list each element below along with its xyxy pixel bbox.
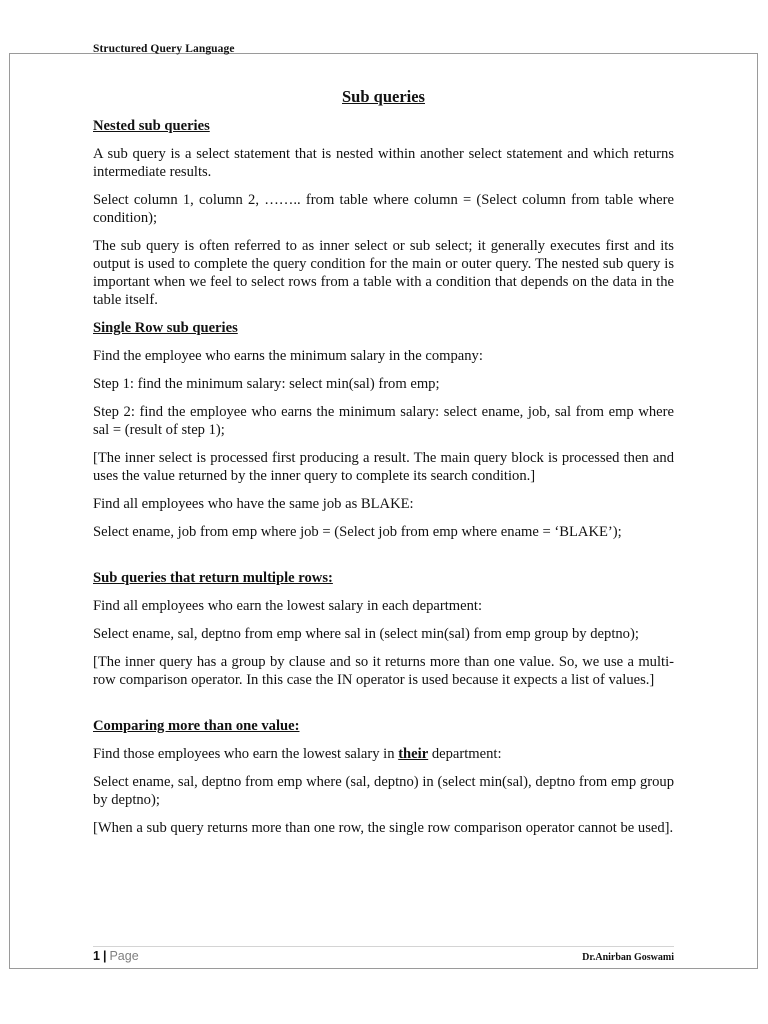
paragraph: Step 1: find the minimum salary: select min(sal) from emp; <box>93 376 440 392</box>
spacer <box>93 699 674 717</box>
paragraph: [When a sub query returns more than one row, the single row comparison operator cannot be used]. <box>93 820 674 836</box>
heading-single-row-sub-queries: Single Row sub queries <box>93 320 238 336</box>
author-name: Dr.Anirban Goswami <box>582 952 674 963</box>
page-number-footer <box>93 949 139 963</box>
emphasis-their: their <box>398 746 429 762</box>
paragraph: [The inner select is processed first producing a result. The main query block is processed then and uses the value returned by the inner query to complete its search condition.] <box>93 450 674 484</box>
page-label: Page <box>109 949 139 963</box>
heading-comparing-values: Comparing more than one value: <box>93 718 300 734</box>
running-header: Structured Query Language <box>93 43 235 55</box>
page-title: Sub queries <box>342 87 425 106</box>
paragraph: Find all employees who earn the lowest salary in each department: <box>93 598 483 614</box>
footer-divider <box>93 946 674 947</box>
paragraph: Find the employee who earns the minimum salary in the company: <box>93 348 483 364</box>
heading-nested-sub-queries: Nested sub queries <box>93 118 210 134</box>
paragraph-text: department: <box>428 746 502 762</box>
paragraph-text: Find those employees who earn the lowest salary in <box>93 746 399 762</box>
paragraph <box>93 745 674 763</box>
paragraph: Select column 1, column 2, …….. from table where column = (Select column from table where condition); <box>93 192 674 226</box>
spacer <box>93 551 674 569</box>
footer-separator: | <box>102 949 107 963</box>
paragraph: A sub query is a select statement that is nested within another select statement and which returns intermediate results. <box>93 146 674 180</box>
paragraph: Step 2: find the employee who earns the minimum salary: select ename, job, sal from emp where sal = (result of step 1); <box>93 404 674 438</box>
page-number: 1 <box>93 949 100 963</box>
paragraph: Select ename, job from emp where job = (Select job from emp where ename = ‘BLAKE’); <box>93 524 622 540</box>
heading-multiple-rows: Sub queries that return multiple rows: <box>93 570 333 586</box>
document-body <box>93 86 674 847</box>
paragraph: Select ename, sal, deptno from emp where sal in (select min(sal) from emp group by deptno); <box>93 626 639 642</box>
paragraph: [The inner query has a group by clause and so it returns more than one value. So, we use a multi-row comparison operator. In this case the IN operator is used because it expects a list of values.] <box>93 654 674 688</box>
paragraph: Find all employees who have the same job as BLAKE: <box>93 496 414 512</box>
paragraph: Select ename, sal, deptno from emp where (sal, deptno) in (select min(sal), deptno from emp group by deptno); <box>93 774 674 808</box>
paragraph: The sub query is often referred to as inner select or sub select; it generally executes first and its output is used to complete the query condition for the main or outer query. The nested sub query is important when we feel to select rows from a table with a condition that depends on the data in the table itself. <box>93 238 674 308</box>
